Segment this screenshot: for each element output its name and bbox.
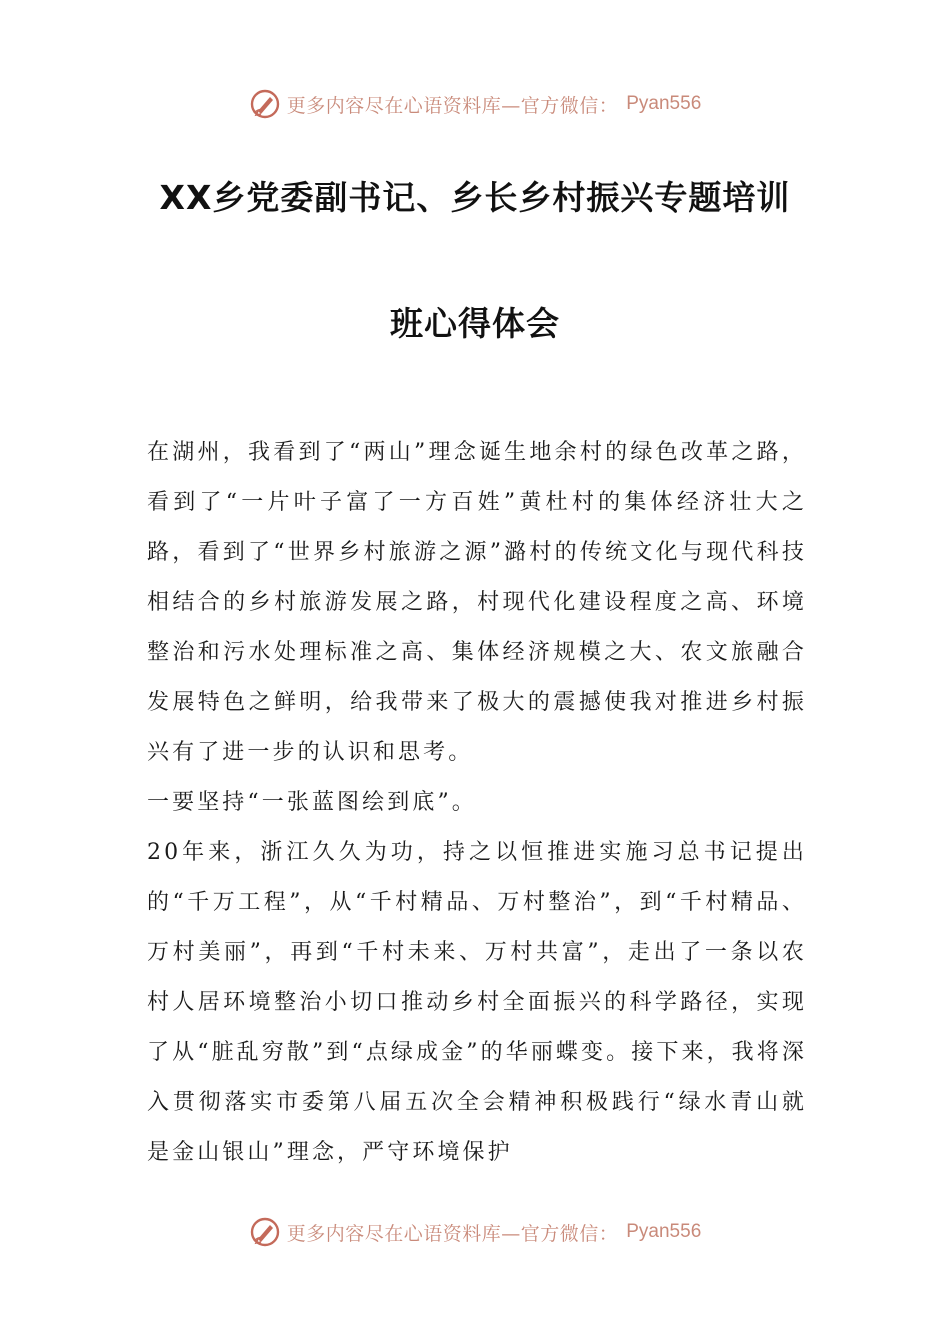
watermark-text: 更多内容尽在心语资料库—官方微信： [286, 94, 619, 117]
document-title-line-2: 班心得体会 [390, 304, 560, 343]
document-body [147, 428, 807, 1178]
body-paragraph-main: 20年来，浙江久久为功，持之以恒推进实施习总书记提出的“千万工程”，从“千村精品、万村整治”，到“千村精品、万村美丽”，再到“千村未来、万村共富”，走出了一条以农村人居环境整治小切口推动乡村全面振兴的科学路径，实现了从“脏乱穷散”到“点绿成金”的华丽蝶变。接下来，我将深入贯彻落实市委第八届五次全会精神积极践行“绿水青山就是金山银山”理念，严守环境保护 [147, 840, 807, 1165]
watermark-wechat-id: Pyan556 [626, 1221, 702, 1242]
document-title-line-1: XX乡党委副书记、乡长乡村振兴专题培训 [159, 178, 791, 217]
pen-logo-icon [249, 88, 281, 120]
pen-logo-icon [249, 1216, 281, 1248]
body-paragraph-intro: 在湖州，我看到了“两山”理念诞生地余村的绿色改革之路，看到了“一片叶子富了一方百姓”黄杜村的集体经济壮大之路，看到了“世界乡村旅游之源”潞村的传统文化与现代科技相结合的乡村旅游发展之路，村现代化建设程度之高、环境整治和污水处理标准之高、集体经济规模之大、农文旅融合发展特色之鲜明，给我带来了极大的震撼使我对推进乡村振兴有了进一步的认识和思考。 [147, 440, 807, 765]
watermark-text: 更多内容尽在心语资料库—官方微信： [286, 1222, 619, 1245]
watermark-wechat-id: Pyan556 [626, 93, 702, 114]
body-paragraph-heading: 一要坚持“一张蓝图绘到底”。 [147, 790, 477, 815]
watermark-header [0, 84, 950, 124]
watermark-footer [0, 1212, 950, 1252]
